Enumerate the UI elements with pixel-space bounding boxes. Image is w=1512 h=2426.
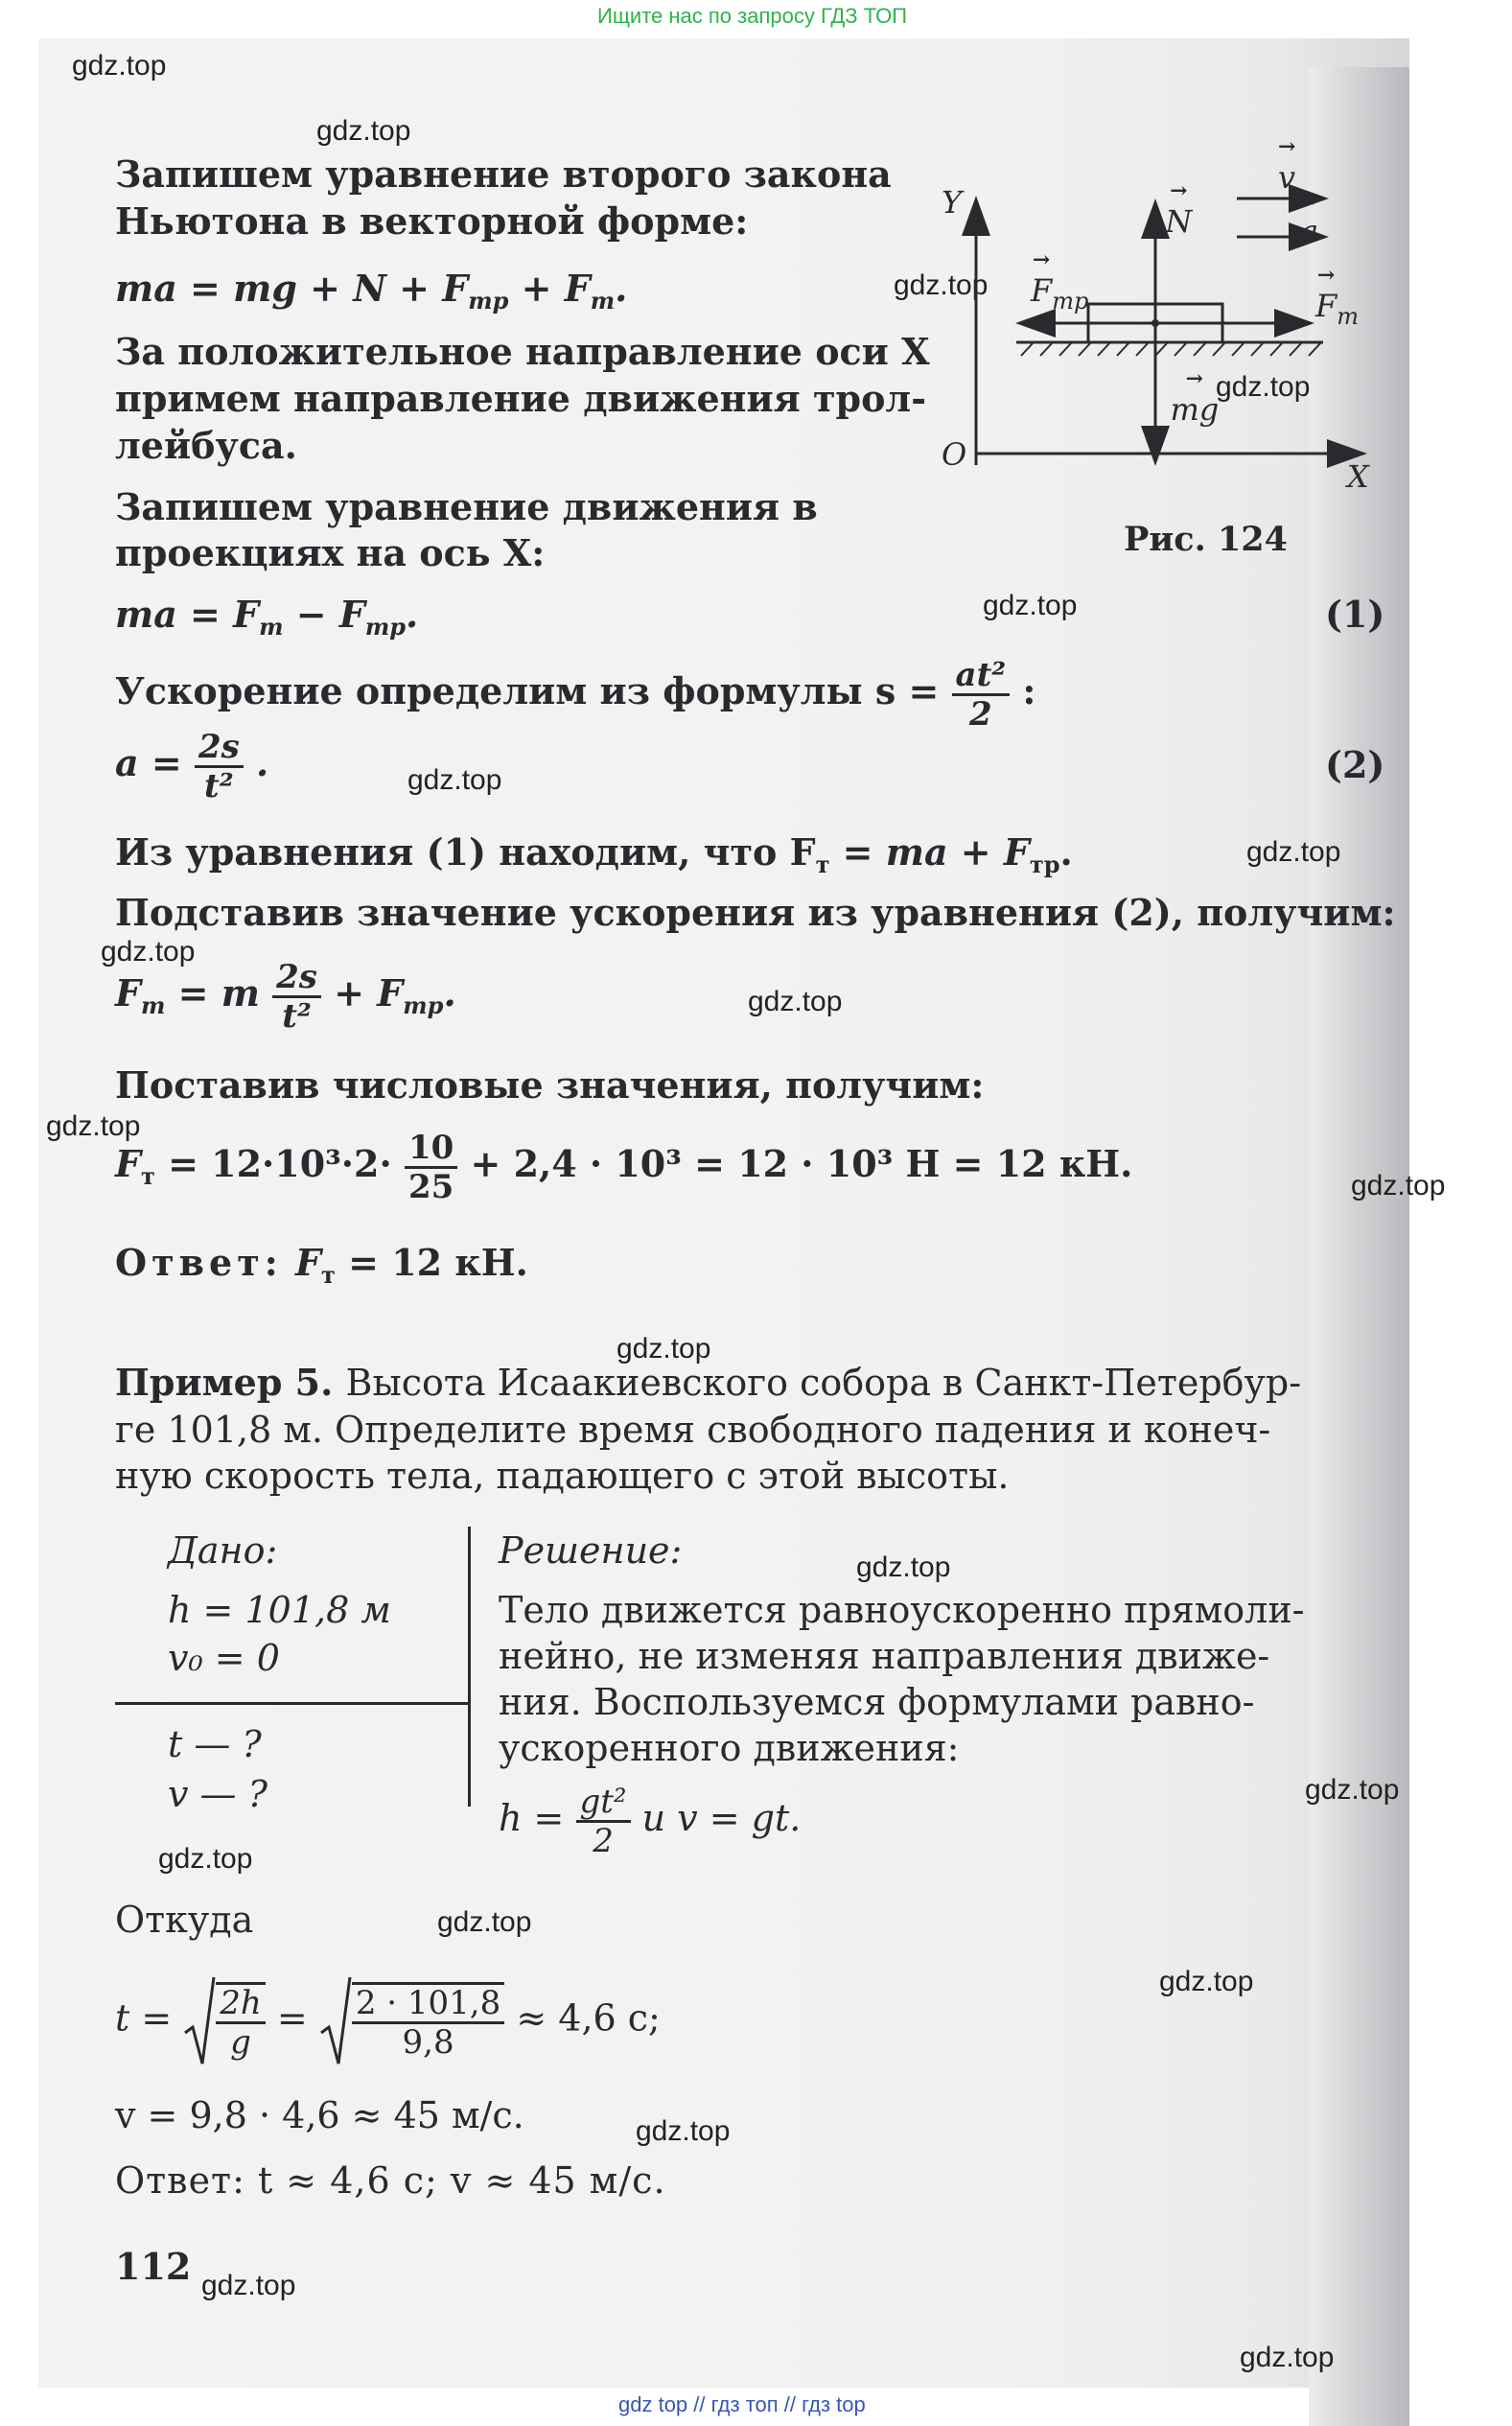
origin-label: O <box>942 436 967 473</box>
fraction-numerator: 2 · 101,8 <box>352 1985 504 2024</box>
period: . <box>255 741 269 784</box>
vector-equation <box>115 266 627 324</box>
watermark: gdz.top <box>1351 1170 1446 1201</box>
watermark: gdz.top <box>46 1110 141 1142</box>
fraction-denominator: 2 <box>593 1822 614 1860</box>
velocity-label: → v <box>1278 159 1295 196</box>
friction-force-label <box>1031 272 1088 315</box>
subscript: т <box>1337 303 1359 330</box>
example-title: Пример 5. <box>115 1361 334 1404</box>
fraction-numerator: 10 <box>405 1130 457 1169</box>
watermark: gdz.top <box>316 115 411 147</box>
square-root <box>319 1975 504 2067</box>
text-line: ускоренного движения: <box>499 1727 960 1769</box>
find-time: t — ? <box>168 1723 262 1765</box>
answer-value: = 12 кН. <box>348 1241 528 1284</box>
fraction <box>576 1784 631 1859</box>
equation-middle: − F <box>295 593 365 636</box>
symbol-f: F <box>295 1241 322 1284</box>
given-separator <box>468 1527 471 1807</box>
answer-1 <box>115 1240 528 1298</box>
symbol-f: F <box>564 267 591 310</box>
equation-2 <box>115 729 268 805</box>
fraction-denominator: t² <box>204 767 234 805</box>
fraction <box>352 1982 504 2061</box>
period: . <box>1059 830 1073 874</box>
period: . <box>443 971 456 1015</box>
subscript: т <box>259 613 284 641</box>
symbol-f: F <box>115 1142 141 1185</box>
text-line: Тело движется равноускоренно прямоли- <box>499 1589 1305 1631</box>
subscript: т <box>590 287 616 315</box>
text-line: Поставив числовые значения, получим: <box>115 1063 985 1107</box>
fraction-denominator: t² <box>282 997 312 1036</box>
text-fragment: = 12·10³·2· <box>168 1142 392 1185</box>
subscript: т <box>815 851 830 878</box>
normal-force-label: → N <box>1165 203 1192 240</box>
page-number: 112 <box>115 2245 192 2288</box>
fraction-numerator: 2h <box>216 1985 266 2024</box>
fraction <box>272 959 321 1035</box>
symbol-f: → F <box>1315 288 1337 324</box>
text-line: примем направление движения трол- <box>115 377 927 420</box>
solution-header: Решение: <box>499 1529 683 1572</box>
text-line: проекциях на ось X: <box>115 531 546 574</box>
numeric-calculation <box>115 1130 1132 1205</box>
bottom-watermark: gdz top // гдз топ // гдз top <box>618 2392 866 2416</box>
top-watermark: Ищите нас по запросу ГДЗ ТОП <box>597 4 908 28</box>
answer-2: Ответ: t ≈ 4,6 с; v ≈ 45 м/с. <box>115 2159 666 2202</box>
text-line: ге 101,8 м. Определите время свободного падения и конеч- <box>115 1409 1271 1451</box>
figure-caption: Рис. 124 <box>1124 520 1289 559</box>
watermark: gdz.top <box>748 986 843 1017</box>
fraction-denominator: g <box>230 2023 251 2062</box>
fraction-denominator: 25 <box>407 1168 454 1206</box>
watermark: gdz.top <box>437 1906 532 1938</box>
vector-equation-main: ma = mg + N + F <box>115 267 469 310</box>
fraction <box>195 729 244 805</box>
given-header: Дано: <box>168 1529 278 1572</box>
subscript: тр <box>364 613 406 641</box>
colon: : <box>1022 669 1036 712</box>
traction-formula <box>115 959 456 1035</box>
text-line: Откуда <box>115 1899 254 1941</box>
watermark: gdz.top <box>1305 1774 1400 1806</box>
equation-number: (1) <box>1325 593 1385 636</box>
watermark: gdz.top <box>1240 2342 1335 2373</box>
fraction-numerator: 2s <box>195 729 244 768</box>
fraction-numerator: 2s <box>272 959 321 998</box>
subscript: т <box>140 991 166 1019</box>
radical-sign <box>319 1975 352 2067</box>
fraction <box>405 1130 457 1205</box>
traction-force-label <box>1315 288 1359 330</box>
fraction <box>216 1982 266 2061</box>
text-fragment: h = <box>499 1797 565 1839</box>
text-line: лейбуса. <box>115 424 297 467</box>
fraction-denominator: 2 <box>969 695 992 734</box>
subscript: тр <box>403 991 444 1019</box>
text-line: Запишем уравнение движения в <box>115 485 818 528</box>
text-fragment: t = <box>115 1996 173 2040</box>
text-fragment: и v = gt. <box>641 1797 802 1839</box>
watermark: gdz.top <box>983 590 1078 621</box>
example-5-line <box>115 1360 1301 1406</box>
text-line: ную скорость тела, падающего с этой высоты. <box>115 1455 1010 1497</box>
watermark: gdz.top <box>616 1333 711 1365</box>
radical-sign <box>183 1975 216 2067</box>
watermark: gdz.top <box>201 2270 296 2301</box>
text-fragment: ≈ 4,6 с; <box>516 1996 661 2040</box>
watermark: gdz.top <box>72 50 167 82</box>
speed-calculation: v = 9,8 · 4,6 ≈ 45 м/с. <box>115 2094 524 2136</box>
watermark: gdz.top <box>1216 371 1311 403</box>
time-formula <box>115 1975 661 2067</box>
equation-lhs: a = <box>115 741 182 784</box>
text-line: нейно, не изменяя направления движе- <box>499 1635 1270 1677</box>
watermark: gdz.top <box>636 2115 731 2147</box>
equation-lhs: ma = F <box>115 593 260 636</box>
watermark: gdz.top <box>158 1843 253 1875</box>
subscript: тр <box>468 287 509 315</box>
period: . <box>406 593 419 636</box>
text-line: Ньютона в векторной форме: <box>115 199 749 243</box>
fraction-numerator: at² <box>952 657 1011 696</box>
watermark: gdz.top <box>894 269 989 301</box>
text-line: Ускорение определим из формулы s = <box>115 669 940 712</box>
gravity-label: → mg <box>1170 391 1219 428</box>
given-initial-speed: v₀ = 0 <box>168 1637 280 1679</box>
free-fall-formulas <box>499 1784 801 1859</box>
watermark: gdz.top <box>407 764 502 796</box>
find-speed: v — ? <box>168 1773 268 1815</box>
text-line: Запишем уравнение второго закона <box>115 152 892 196</box>
watermark: gdz.top <box>101 936 196 968</box>
subscript: т <box>321 1261 336 1289</box>
fraction-denominator: 9,8 <box>402 2023 454 2062</box>
text-fragment: Высота Исаакиевского собора в Санкт-Петербур- <box>345 1362 1302 1404</box>
square-root <box>183 1975 266 2067</box>
text-fragment: = m <box>177 971 260 1015</box>
given-underline <box>115 1702 468 1705</box>
period: . <box>615 267 628 310</box>
text-line: За положительное направление оси X <box>115 330 930 373</box>
symbol-f: → F <box>1031 272 1052 309</box>
symbol-f: F <box>115 971 141 1015</box>
equals-sign: = <box>276 1996 308 2040</box>
plus-sign: + <box>521 267 552 310</box>
text-fragment: Из уравнения (1) находим, что F <box>115 830 816 874</box>
fraction-numerator: gt² <box>576 1784 631 1823</box>
subscript: тр <box>1029 851 1060 878</box>
ground-hatching <box>1021 342 1321 356</box>
text-fragment: + 2,4 · 10³ = 12 · 10³ Н = 12 кН. <box>470 1142 1133 1185</box>
equation-number: (2) <box>1325 743 1385 786</box>
subscript: т <box>140 1162 155 1190</box>
acceleration-label: → a <box>1300 213 1318 249</box>
text-fragment: = ma + F <box>842 830 1030 874</box>
fraction <box>952 657 1011 733</box>
watermark: gdz.top <box>1159 1966 1254 1997</box>
text-line: ния. Воспользуемся формулами равно- <box>499 1681 1255 1723</box>
subscript: тр <box>1052 288 1089 315</box>
axis-y-label: Y <box>942 184 963 221</box>
text-fragment: + F <box>334 971 404 1015</box>
answer-label: Ответ: <box>115 1241 283 1284</box>
acceleration-formula-line <box>115 657 1035 733</box>
equation-1 <box>115 592 418 650</box>
watermark: gdz.top <box>856 1551 951 1583</box>
text-line <box>115 829 1073 888</box>
text-line: Подставив значение ускорения из уравнения (2), получим: <box>115 891 1396 934</box>
given-height: h = 101,8 м <box>168 1589 391 1631</box>
axis-x-label: X <box>1347 458 1369 495</box>
watermark: gdz.top <box>1246 836 1341 868</box>
